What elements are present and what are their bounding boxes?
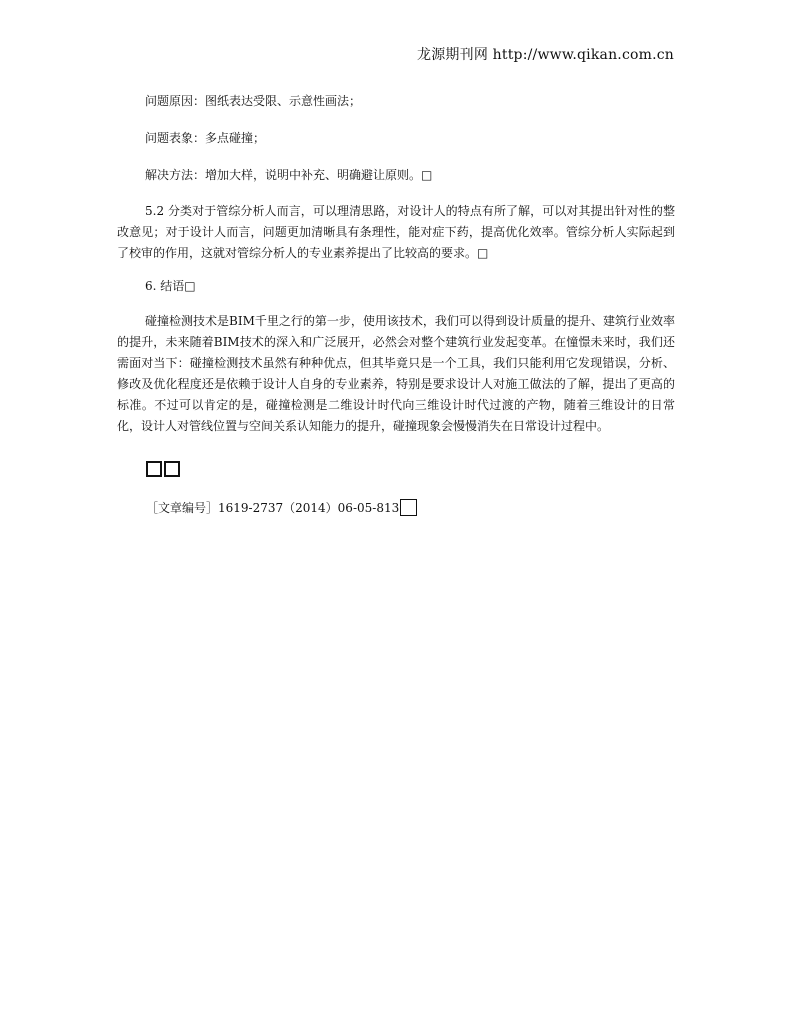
article-number: ［文章编号］1619-2737（2014）06-05-813 [146, 501, 400, 515]
placeholder-box-icon [146, 461, 162, 477]
placeholder-box-icon [164, 461, 180, 477]
page-header: 龙源期刊网 http://www.qikan.com.cn [417, 47, 674, 63]
placeholder-box-icon [400, 499, 417, 516]
problem-symptom-line: 问题表象：多点碰撞； [145, 131, 266, 145]
article-reference [146, 499, 417, 516]
placeholder-boxes [146, 461, 180, 477]
problem-cause-line: 问题原因：图纸表达受限、示意性画法； [145, 94, 362, 108]
conclusion-paragraph: 碰撞检测技术是BIM千里之行的第一步，使用该技术，我们可以得到设计质量的提升、建筑行业效率的提升，未来随着BIM技术的深入和广泛展开，必然会对整个建筑行业发起变革。在憧憬未来时，我们还需面对当下：碰撞检测技术虽然有种种优点，但其毕竟只是一个工具，我们只能利用它发现错误，分析、修改及优化程度还是依赖于设计人自身的专业素养，特别是要求设计人对施工做法的了解，提出了更高的标准。不过可以肯定的是，碰撞检测是二维设计时代向三维设计时代过渡的产物，随着三维设计的日常化，设计人对管线位置与空间关系认知能力的提升，碰撞现象会慢慢消失在日常设计过程中。 [117, 314, 675, 433]
solution-line: 解决方法：增加大样，说明中补充、明确避让原则。□ [145, 168, 433, 182]
section-5-2-paragraph: 5.2 分类对于管综分析人而言，可以理清思路，对设计人的特点有所了解，可以对其提出针对性的整改意见；对于设计人而言，问题更加清晰具有条理性，能对症下药，提高优化效率。管综分析人实际起到了校审的作用，这就对管综分析人的专业素养提出了比较高的要求。□ [117, 204, 675, 260]
section-6-heading: 6. 结语□ [145, 279, 196, 293]
